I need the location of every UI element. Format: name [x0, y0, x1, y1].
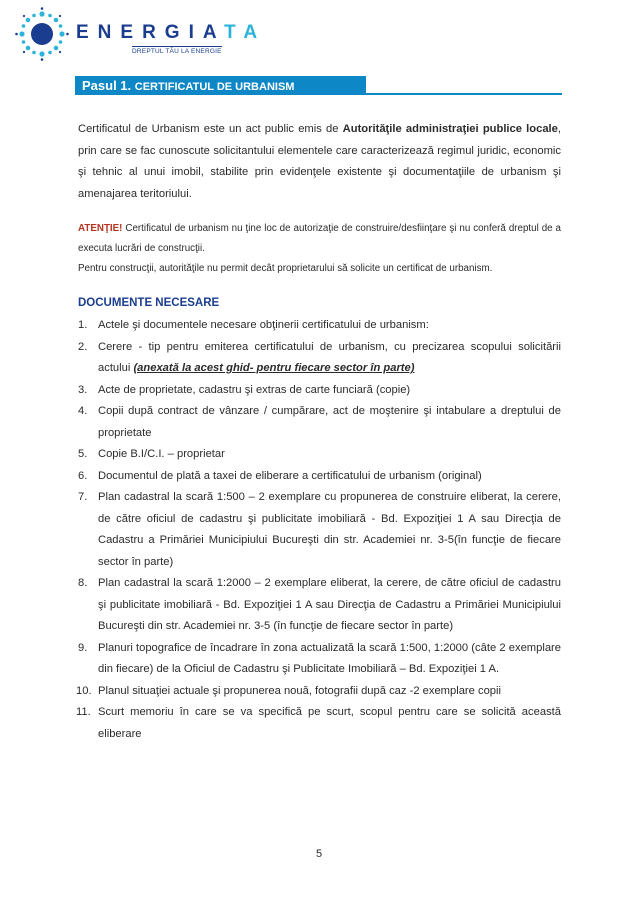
step-header	[75, 76, 562, 96]
list-item: 6. Documentul de plată a taxei de eliberare a certificatului de urbanism (original)	[78, 469, 482, 482]
step-title: Pasul 1. CERTIFICATUL DE URBANISM	[75, 76, 366, 95]
documents-heading: DOCUMENTE NECESARE	[78, 297, 220, 309]
list-item: 3. Acte de proprietate, cadastru şi extras de carte funciară (copie)	[78, 383, 411, 396]
list-item: 5. Copie B.I/C.I. – proprietar	[78, 448, 225, 460]
logo-wordmark: ENERGIATA	[76, 22, 267, 43]
intro-paragraph: Certificatul de Urbanism este un act public emis de Autorităţile administraţiei publice locale, prin care se fac cunoscute solicitantului elementele care caracterizează regimul juridic, economic şi tehnic al unui imobil, stabilite prin evidenţele existente şi documentaţiile de urbanism şi amenajarea teritoriului.	[78, 123, 561, 200]
list-item: 7. Plan cadastral la scară 1:500 – 2 exemplare cu propunerea de construire eliberat, la cerere, de către oficiul de cadastru şi publicitate imobiliară - Bd. Expoziţiei 1 A sau Direcţia de Cadastru a Primăriei Municipiului Bucureşti din str. Academiei nr. 3-5(în funcţie de fiecare sector în parte)	[78, 491, 561, 568]
warning-paragraph: ATENŢIE! Certificatul de urbanism nu ţine loc de autorizaţie de construire/desfiinţare şi nu conferă dreptul de a executa lucrări de construcţii. Pentru construcţii, autorităţile nu permit decât proprietarului să solicite un certificat de urbanism.	[78, 223, 561, 274]
documents-list	[78, 315, 561, 745]
list-item: 11. Scurt memoriu în care se va specifică pe scurt, scopul pentru care se solicită această eliberare	[76, 706, 561, 740]
list-item: 10. Planul situaţiei actuale şi propunerea nouă, fotografii după caz -2 exemplare copii	[76, 684, 501, 697]
list-item: 4. Copii după contract de vânzare / cumpărare, act de moştenire şi intabulare a dreptului de proprietate	[78, 405, 561, 439]
logo-tagline: DREPTUL TĂU LA ENERGIE	[132, 48, 222, 55]
sun-logo-icon	[14, 6, 70, 62]
page-number: 5	[315, 848, 323, 860]
list-item: 1. Actele şi documentele necesare obţinerii certificatului de urbanism:	[78, 319, 429, 331]
list-item: 2. Cerere - tip pentru emiterea certificatului de urbanism, cu precizarea scopului solicitării actului (anexată la acest ghid- pentru fiecare sector în parte)	[78, 340, 561, 374]
step-header-rule	[366, 93, 562, 95]
list-item: 8. Plan cadastral la scară 1:2000 – 2 exemplare eliberat, la cerere, de către oficiul de cadastru şi publicitate imobiliară - Bd. Expoziţiei 1 A sau Direcţia de Cadastru a Primăriei Municipiului Bucureşti din str. Academiei nr. 3-5 (în funcţie de fiecare sector în parte)	[78, 577, 561, 632]
brand-logo	[14, 6, 274, 62]
page-content	[78, 119, 561, 745]
annex-note: (anexată la acest ghid- pentru fiecare sector în parte)	[133, 362, 415, 374]
list-item: 9. Planuri topografice de încadrare în zona actualizată la scară 1:500, 1:2000 (câte 2 exemplare din fiecare) de la Oficiul de Cadastru şi Publicitate Imobiliară – Bd. Expoziţiei 1 A.	[78, 641, 561, 675]
